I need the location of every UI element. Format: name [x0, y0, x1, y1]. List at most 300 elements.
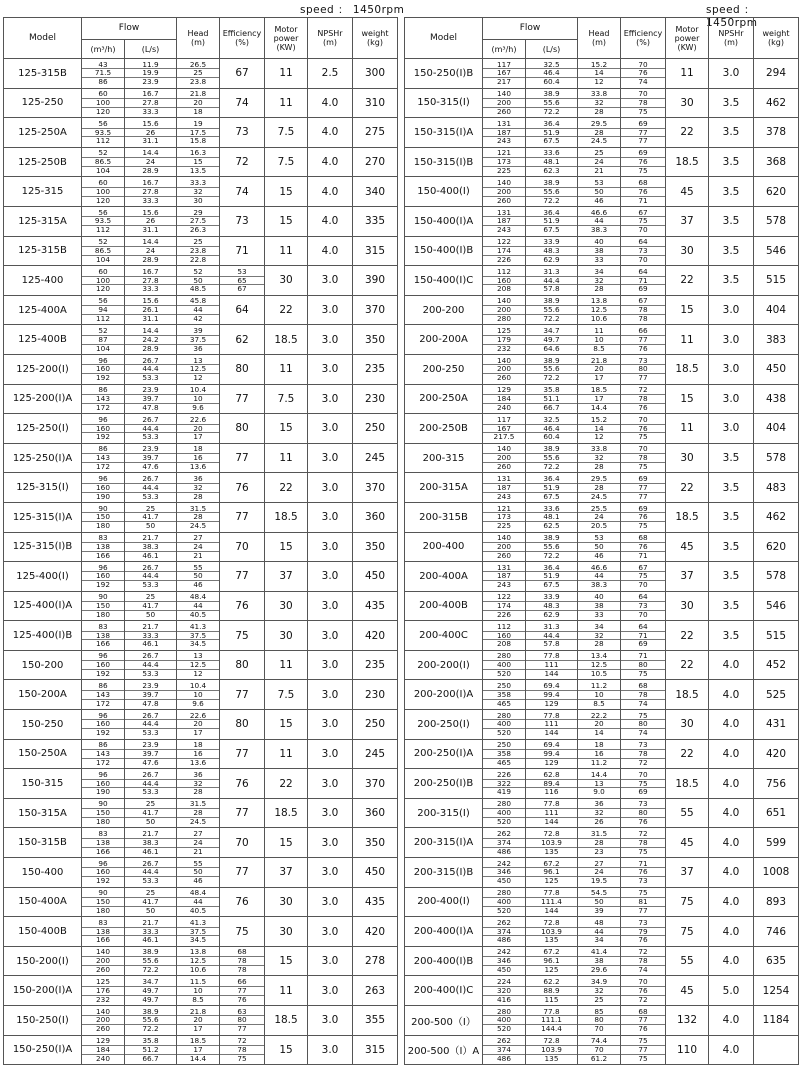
head-value: 27.5	[177, 217, 219, 226]
flow-m3h-value: 172	[96, 402, 110, 412]
table-row	[4, 739, 398, 769]
flow-m3h-cell	[82, 946, 125, 976]
flow-ls-value: 72.2	[142, 965, 159, 974]
head-cell	[177, 384, 220, 414]
head-value: 12.5	[578, 306, 620, 315]
head-cell	[177, 443, 220, 473]
model-cell: 150-250	[4, 710, 82, 740]
table-row	[405, 680, 799, 710]
head-value: 8.5	[593, 698, 605, 708]
npshr-cell: 3.0	[308, 443, 353, 473]
motor-power-cell: 11	[666, 59, 709, 89]
table-row	[4, 621, 398, 651]
head-value: 33.8	[578, 445, 620, 454]
head-cell	[578, 562, 621, 592]
flow-ls-value: 39.7	[125, 454, 176, 463]
flow-m3h-value: 486	[497, 846, 511, 856]
flow-m3h-cell	[483, 177, 526, 207]
motor-power-cell: 45	[666, 177, 709, 207]
npshr-cell: 4.0	[308, 177, 353, 207]
flow-m3h-value: 112	[96, 225, 110, 235]
npshr-cell: 3.5	[709, 532, 754, 562]
flow-m3h-value: 465	[497, 698, 511, 708]
flow-ls-value: 31.3	[526, 268, 577, 277]
flow-m3h-cell	[82, 384, 125, 414]
model-cell: 150-250A	[4, 739, 82, 769]
flow-ls-value: 46.1	[142, 935, 159, 945]
flow-ls-cell	[125, 236, 177, 266]
model-cell: 200-250A	[405, 384, 483, 414]
weight-cell: 245	[353, 739, 398, 769]
flow-ls-value: 28.9	[142, 343, 159, 353]
head-value: 24.5	[590, 136, 608, 146]
efficiency-value: 73	[621, 919, 665, 928]
head-value: 23.8	[189, 77, 207, 87]
npshr-cell: 3.0	[308, 739, 353, 769]
efficiency-cell: 76	[220, 473, 265, 503]
model-cell: 125-315(I)A	[4, 502, 82, 532]
flow-m3h-value: 120	[96, 195, 110, 205]
head-value: 42	[193, 313, 203, 323]
flow-m3h-value: 242	[483, 860, 525, 869]
head-value: 14.4	[578, 771, 620, 780]
model-cell: 150-315(I)	[405, 88, 483, 118]
flow-m3h-value: 180	[96, 609, 110, 619]
flow-m3h-value: 400	[483, 809, 525, 818]
efficiency-value: 63	[220, 1008, 264, 1017]
flow-ls-cell	[526, 384, 578, 414]
flow-ls-value: 38.9	[526, 445, 577, 454]
efficiency-value: 68	[220, 948, 264, 957]
npshr-cell: 3.0	[308, 946, 353, 976]
table-row	[405, 325, 799, 355]
efficiency-value: 68	[621, 1008, 665, 1017]
head-value: 32	[177, 188, 219, 197]
flow-ls-value: 16.7	[125, 179, 176, 188]
npshr-cell: 3.5	[709, 443, 754, 473]
npshr-cell: 4.0	[308, 88, 353, 118]
model-cell: 150-400(I)B	[405, 236, 483, 266]
head-cell	[578, 206, 621, 236]
efficiency-cell: 76	[220, 591, 265, 621]
head-cell	[177, 650, 220, 680]
head-cell	[578, 384, 621, 414]
table-row	[405, 295, 799, 325]
motor-power-cell: 37	[666, 858, 709, 888]
flow-m3h-cell	[82, 562, 125, 592]
table-row	[4, 414, 398, 444]
flow-m3h-value: 200	[82, 957, 124, 966]
head-value: 23	[594, 846, 604, 856]
model-cell: 150-400(I)C	[405, 266, 483, 296]
npshr-cell: 4.0	[709, 739, 754, 769]
head-cell	[177, 236, 220, 266]
weight-cell: 620	[754, 177, 799, 207]
flow-m3h-value: 112	[483, 268, 525, 277]
npshr-cell: 3.0	[709, 384, 754, 414]
motor-power-cell: 75	[666, 887, 709, 917]
flow-m3h-value: 260	[497, 195, 511, 205]
npshr-cell: 4.0	[709, 710, 754, 740]
flow-ls-value: 77.8	[526, 889, 577, 898]
table-row	[405, 532, 799, 562]
flow-ls-value: 53.3	[142, 728, 159, 738]
head-value: 38	[578, 247, 620, 256]
head-value: 28	[578, 839, 620, 848]
flow-m3h-value: 226	[497, 609, 511, 619]
efficiency-cell	[621, 59, 666, 89]
flow-m3h-value: 83	[82, 534, 124, 543]
flow-ls-cell	[125, 946, 177, 976]
motor-power-cell: 7.5	[265, 384, 308, 414]
efficiency-value: 72	[621, 830, 665, 839]
flow-m3h-value: 192	[96, 728, 110, 738]
model-cell: 125-400(I)A	[4, 591, 82, 621]
efficiency-value: 72	[220, 1037, 264, 1046]
flow-ls-cell	[125, 591, 177, 621]
flow-m3h-cell	[82, 650, 125, 680]
col-efficiency	[621, 18, 666, 59]
flow-ls-cell	[526, 295, 578, 325]
efficiency-value: 75	[621, 572, 665, 581]
flow-ls-value: 72.2	[142, 1024, 159, 1034]
flow-m3h-cell	[82, 532, 125, 562]
efficiency-value: 64	[621, 623, 665, 632]
head-cell	[578, 354, 621, 384]
npshr-cell: 3.0	[308, 798, 353, 828]
flow-ls-value: 41.7	[125, 898, 176, 907]
model-cell: 200-315(I)A	[405, 828, 483, 858]
flow-m3h-value: 358	[483, 750, 525, 759]
efficiency-value: 78	[621, 454, 665, 463]
npshr-cell: 3.0	[709, 325, 754, 355]
head-value: 21	[594, 165, 604, 175]
flow-ls-value: 34.7	[526, 327, 577, 336]
flow-m3h-cell	[82, 1035, 125, 1065]
head-cell	[177, 976, 220, 1006]
head-value: 41.4	[578, 948, 620, 957]
weight-cell: 450	[754, 354, 799, 384]
head-value: 10	[578, 691, 620, 700]
model-cell: 200-200	[405, 295, 483, 325]
efficiency-value: 80	[621, 720, 665, 729]
head-value: 46	[193, 876, 203, 886]
motor-power-cell: 15	[265, 946, 308, 976]
efficiency-value: 77	[638, 905, 648, 915]
flow-ls-value: 55.6	[526, 543, 577, 552]
efficiency-value: 77	[621, 1016, 665, 1025]
flow-ls-cell	[125, 562, 177, 592]
table-row	[405, 1006, 799, 1036]
head-cell	[578, 798, 621, 828]
efficiency-value: 77	[237, 1024, 247, 1034]
flow-ls-value: 53.3	[142, 669, 159, 679]
flow-m3h-cell	[483, 236, 526, 266]
model-cell: 200-400C	[405, 621, 483, 651]
head-value: 13	[177, 652, 219, 661]
efficiency-value: 76	[621, 868, 665, 877]
efficiency-value: 64	[621, 593, 665, 602]
head-value: 32	[578, 809, 620, 818]
head-value: 55	[177, 564, 219, 573]
flow-m3h-value: 243	[497, 136, 511, 146]
motor-power-cell: 7.5	[265, 147, 308, 177]
flow-m3h-value: 260	[96, 1024, 110, 1034]
flow-ls-cell	[526, 118, 578, 148]
flow-m3h-value: 322	[483, 780, 525, 789]
table-row	[4, 710, 398, 740]
flow-m3h-value: 250	[483, 682, 525, 691]
head-value: 10.5	[590, 669, 608, 679]
table-row	[4, 1006, 398, 1036]
table-row	[4, 532, 398, 562]
head-value: 12.5	[177, 365, 219, 374]
motor-power-cell: 75	[666, 917, 709, 947]
head-value: 10	[177, 395, 219, 404]
flow-m3h-cell	[483, 118, 526, 148]
head-value: 44	[578, 928, 620, 937]
flow-ls-value: 96.1	[526, 868, 577, 877]
table-row	[4, 443, 398, 473]
flow-m3h-value: 131	[483, 209, 525, 218]
col-flow: Flow	[82, 18, 177, 40]
model-cell: 150-400(I)A	[405, 206, 483, 236]
head-value: 48.4	[177, 889, 219, 898]
head-label: Head	[588, 29, 610, 38]
motor-power-cell: 30	[666, 236, 709, 266]
flow-m3h-cell	[82, 828, 125, 858]
flow-ls-value: 60.4	[543, 77, 560, 87]
head-cell	[578, 177, 621, 207]
efficiency-value: 77	[220, 987, 264, 996]
flow-m3h-cell	[483, 325, 526, 355]
npshr-cell: 3.0	[308, 591, 353, 621]
efficiency-value: 80	[621, 365, 665, 374]
efficiency-value: 75	[638, 1053, 648, 1063]
flow-ls-cell	[526, 414, 578, 444]
flow-ls-value: 144	[544, 669, 559, 679]
model-cell: 200-200(I)	[405, 650, 483, 680]
head-value: 31.5	[177, 800, 219, 809]
head-value: 24	[578, 158, 620, 167]
flow-m3h-value: 260	[497, 550, 511, 560]
model-cell: 150-200	[4, 650, 82, 680]
model-cell: 125-250(I)A	[4, 443, 82, 473]
table-row	[405, 769, 799, 799]
flow-ls-value: 26	[125, 129, 176, 138]
flow-ls-cell	[125, 858, 177, 888]
flow-ls-cell	[526, 147, 578, 177]
head-value: 9.0	[593, 787, 605, 797]
flow-ls-value: 47.6	[142, 461, 159, 471]
efficiency-label: Efficiency	[623, 29, 663, 38]
head-value: 22.8	[189, 254, 207, 264]
table-row	[4, 1035, 398, 1065]
motor-power-cell: 37	[265, 858, 308, 888]
head-value: 14	[578, 425, 620, 434]
head-value: 24.5	[590, 491, 608, 501]
flow-m3h-value: 240	[497, 402, 511, 412]
flow-m3h-cell	[483, 502, 526, 532]
model-cell: 200-400B	[405, 591, 483, 621]
model-cell: 200-315B	[405, 502, 483, 532]
flow-ls-cell	[526, 325, 578, 355]
flow-m3h-value: 280	[483, 889, 525, 898]
efficiency-cell	[220, 946, 265, 976]
flow-m3h-value: 112	[96, 313, 110, 323]
model-cell: 150-200A	[4, 680, 82, 710]
head-cell	[177, 828, 220, 858]
efficiency-value: 74	[638, 77, 648, 87]
motor-power-cell: 15	[265, 710, 308, 740]
flow-ls-value: 46.1	[142, 550, 159, 560]
efficiency-value: 77	[621, 336, 665, 345]
model-cell: 200-315(I)	[405, 798, 483, 828]
head-cell	[177, 710, 220, 740]
flow-ls-value: 72.2	[543, 313, 560, 323]
model-cell: 200-200A	[405, 325, 483, 355]
motor-label: Motor power	[273, 24, 299, 43]
npshr-cell: 3.0	[308, 887, 353, 917]
flow-ls-cell	[526, 354, 578, 384]
flow-m3h-value: 86	[82, 741, 124, 750]
flow-m3h-value: 374	[483, 839, 525, 848]
motor-power-cell: 110	[666, 1035, 709, 1065]
efficiency-value: 69	[621, 475, 665, 484]
flow-m3h-value: 43	[82, 61, 124, 70]
weight-cell: 462	[754, 88, 799, 118]
npshr-cell: 3.5	[709, 147, 754, 177]
efficiency-value: 75	[621, 780, 665, 789]
flow-m3h-value: 400	[483, 720, 525, 729]
npshr-cell: 4.0	[709, 1006, 754, 1036]
weight-cell: 350	[353, 325, 398, 355]
flow-ls-value: 72.2	[543, 461, 560, 471]
flow-m3h-value: 184	[483, 395, 525, 404]
head-cell	[177, 532, 220, 562]
efficiency-value: 74	[638, 728, 648, 738]
flow-m3h-cell	[483, 858, 526, 888]
flow-ls-cell	[125, 739, 177, 769]
flow-m3h-value: 86.5	[82, 247, 124, 256]
flow-ls-cell	[125, 118, 177, 148]
flow-ls-cell	[125, 828, 177, 858]
flow-m3h-cell	[483, 976, 526, 1006]
flow-m3h-cell	[82, 118, 125, 148]
flow-ls-value: 33.6	[526, 149, 577, 158]
flow-ls-value: 77.8	[526, 1008, 577, 1017]
model-cell: 150-315(I)B	[405, 147, 483, 177]
flow-ls-value: 55.6	[526, 365, 577, 374]
flow-ls-cell	[125, 177, 177, 207]
table-row	[405, 206, 799, 236]
flow-m3h-value: 187	[483, 572, 525, 581]
flow-ls-value: 26.7	[125, 712, 176, 721]
table-row	[4, 946, 398, 976]
head-cell	[578, 680, 621, 710]
flow-m3h-value: 172	[96, 461, 110, 471]
flow-m3h-value: 520	[497, 817, 511, 827]
head-cell	[578, 650, 621, 680]
flow-ls-value: 49.7	[142, 994, 159, 1004]
efficiency-value: 75	[237, 1053, 247, 1063]
flow-ls-cell	[125, 917, 177, 947]
flow-m3h-value: 56	[82, 209, 124, 218]
npshr-cell: 3.0	[308, 266, 353, 296]
flow-ls-value: 23.9	[125, 386, 176, 395]
head-value: 13.8	[578, 297, 620, 306]
flow-ls-value: 50	[145, 817, 156, 827]
flow-m3h-value: 86	[82, 445, 124, 454]
flow-m3h-value: 416	[497, 994, 511, 1004]
head-value: 18	[578, 741, 620, 750]
weight-cell: 546	[754, 591, 799, 621]
flow-ls-value: 51.9	[526, 217, 577, 226]
weight-cell: 450	[353, 858, 398, 888]
motor-power-cell: 30	[666, 591, 709, 621]
npshr-unit: (m)	[723, 38, 739, 47]
weight-cell: 235	[353, 354, 398, 384]
flow-m3h-value: 150	[82, 898, 124, 907]
flow-ls-cell	[526, 266, 578, 296]
efficiency-cell	[621, 562, 666, 592]
flow-m3h-value: 60	[82, 268, 124, 277]
table-row	[405, 650, 799, 680]
flow-m3h-value: 112	[96, 136, 110, 146]
flow-m3h-value: 374	[483, 1046, 525, 1055]
flow-ls-cell	[526, 650, 578, 680]
head-cell	[177, 295, 220, 325]
table-row	[405, 414, 799, 444]
head-value: 14	[594, 728, 604, 738]
flow-ls-value: 35.8	[125, 1037, 176, 1046]
efficiency-value: 78	[220, 957, 264, 966]
flow-m3h-value: 260	[497, 373, 511, 383]
head-value: 15.2	[578, 416, 620, 425]
motor-power-cell: 15	[265, 1035, 308, 1065]
model-cell: 125-400	[4, 266, 82, 296]
efficiency-value: 75	[621, 712, 665, 721]
flow-ls-value: 44.4	[526, 632, 577, 641]
flow-ls-value: 11.9	[125, 61, 176, 70]
flow-m3h-value: 87	[82, 336, 124, 345]
flow-m3h-value: 179	[483, 336, 525, 345]
efficiency-cell	[621, 680, 666, 710]
flow-m3h-value: 174	[483, 247, 525, 256]
head-value: 32	[578, 454, 620, 463]
flow-m3h-cell	[82, 769, 125, 799]
flow-m3h-value: 86	[82, 682, 124, 691]
head-value: 22.6	[177, 712, 219, 721]
table-row	[405, 917, 799, 947]
head-value: 30	[193, 195, 203, 205]
head-cell	[578, 325, 621, 355]
flow-m3h-cell	[82, 1006, 125, 1036]
efficiency-cell: 67	[220, 59, 265, 89]
efficiency-value: 73	[621, 602, 665, 611]
flow-m3h-value: 138	[82, 839, 124, 848]
table-row	[405, 177, 799, 207]
flow-ls-value: 44.4	[125, 425, 176, 434]
npshr-cell: 4.0	[709, 828, 754, 858]
head-cell	[578, 295, 621, 325]
head-value: 12.5	[578, 661, 620, 670]
flow-m3h-value: 184	[82, 1046, 124, 1055]
flow-m3h-value: 56	[82, 297, 124, 306]
npshr-cell: 3.5	[709, 236, 754, 266]
head-value: 32	[578, 99, 620, 108]
head-value: 10.6	[590, 313, 608, 323]
